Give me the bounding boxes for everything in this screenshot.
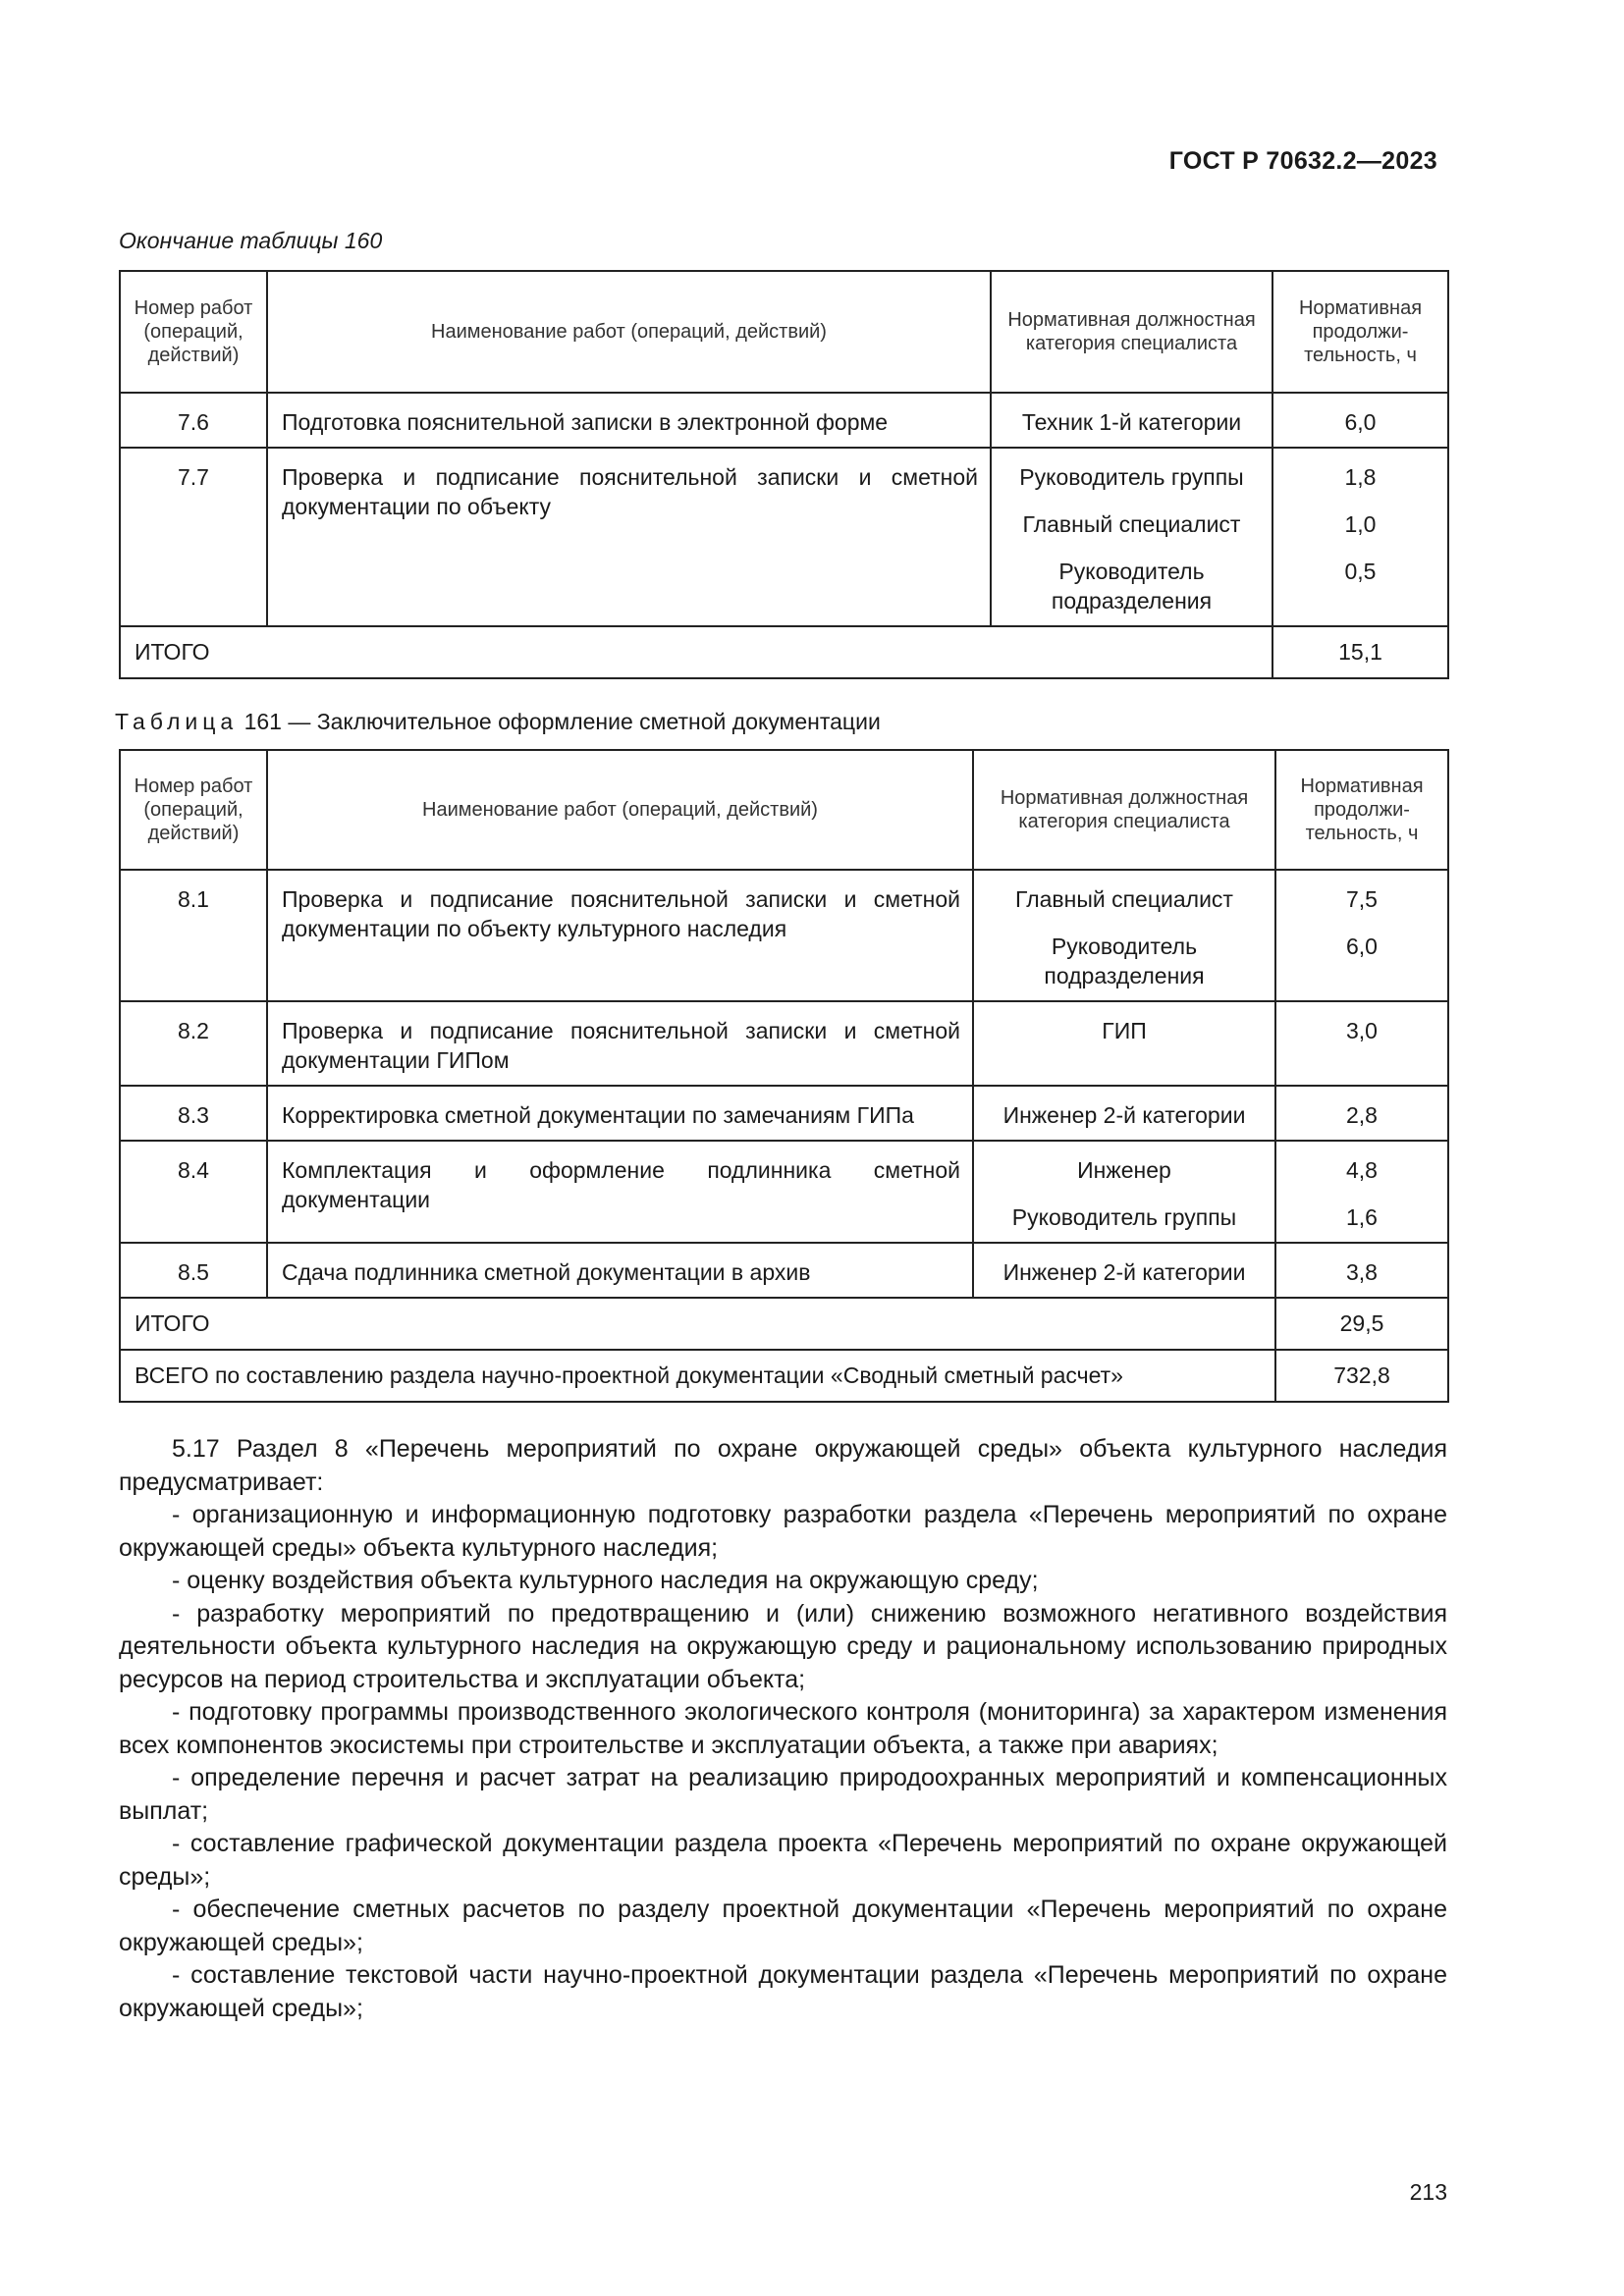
- total-row: [120, 626, 1448, 678]
- duration-value: 1,6: [1346, 1204, 1378, 1230]
- duration-cell: [1272, 393, 1448, 448]
- specialist-category: Главный специалист: [1022, 511, 1241, 537]
- table-160: [119, 270, 1449, 679]
- specialist-category: Руководитель подразделения: [1051, 559, 1213, 614]
- work-name: Проверка и подписание пояснительной записки и сметной документации по объекту культурного наследия: [267, 870, 973, 1001]
- header-duration: Нормативная продолжи-тельность, ч: [1275, 750, 1448, 870]
- category-cell: [973, 870, 1275, 1001]
- total-value: 29,5: [1275, 1298, 1448, 1350]
- table-160-caption: Окончание таблицы 160: [119, 228, 383, 253]
- table-row: [120, 1086, 1448, 1141]
- header-name: Наименование работ (операций, действий): [267, 750, 973, 870]
- list-item: - составление текстовой части научно-проектной документации раздела «Перечень мероприятий по охране окружающей среды»;: [119, 1961, 1447, 2022]
- specialist-category: Инженер 2-й категории: [1002, 1259, 1246, 1285]
- table-161: [119, 749, 1449, 1403]
- list-item: - оценку воздействия объекта культурного наследия на окружающую среду;: [172, 1567, 1039, 1594]
- work-name: Сдача подлинника сметной документации в архив: [267, 1243, 973, 1298]
- list-item: - обеспечение сметных расчетов по разделу проектной документации «Перечень мероприятий по охране окружающей среды»;: [119, 1896, 1447, 1956]
- category-cell: [991, 393, 1272, 448]
- table-161-caption: [115, 709, 881, 735]
- table-160-body: [120, 271, 1448, 678]
- table-row: [120, 1001, 1448, 1086]
- table-row: [120, 448, 1448, 626]
- duration-value: 6,0: [1344, 409, 1377, 435]
- work-number: 8.4: [120, 1141, 267, 1243]
- work-name: Проверка и подписание пояснительной записки и сметной документации по объекту: [267, 448, 991, 626]
- specialist-category: Инженер 2-й категории: [1002, 1102, 1246, 1128]
- duration-value: 1,8: [1344, 464, 1377, 490]
- total-label: ИТОГО: [120, 1298, 1275, 1350]
- work-number: 7.7: [120, 448, 267, 626]
- specialist-category: Главный специалист: [1015, 886, 1233, 912]
- specialist-category: Техник 1-й категории: [1021, 409, 1242, 435]
- total-value: 732,8: [1275, 1350, 1448, 1402]
- total-label: ВСЕГО по составлению раздела научно-проектной документации «Сводный сметный расчет»: [120, 1350, 1275, 1402]
- table-row: [120, 1141, 1448, 1243]
- header-duration: Нормативная продолжи-тельность, ч: [1272, 271, 1448, 393]
- total-row: [120, 1350, 1448, 1402]
- header-num: Номер работ (операций, действий): [120, 271, 267, 393]
- duration-cell: [1275, 1086, 1448, 1141]
- duration-cell: [1272, 448, 1448, 626]
- total-label: ИТОГО: [120, 626, 1272, 678]
- specialist-category: Руководитель группы: [1019, 464, 1244, 490]
- list-item: - организационную и информационную подготовку разработки раздела «Перечень мероприятий по охране окружающей среды» объекта культурного наследия;: [119, 1501, 1447, 1562]
- work-number: 7.6: [120, 393, 267, 448]
- category-cell: [973, 1086, 1275, 1141]
- document-code: ГОСТ Р 70632.2—2023: [1168, 147, 1437, 175]
- duration-value: 3,0: [1346, 1018, 1378, 1043]
- category-cell: [973, 1001, 1275, 1086]
- body-text: [119, 1433, 1447, 2025]
- work-number: 8.3: [120, 1086, 267, 1141]
- page-number: 213: [1409, 2179, 1447, 2205]
- table-row: [120, 870, 1448, 1001]
- duration-value: 4,8: [1346, 1157, 1378, 1183]
- work-name: Подготовка пояснительной записки в электронной форме: [267, 393, 991, 448]
- duration-value: 6,0: [1346, 934, 1378, 959]
- work-number: 8.1: [120, 870, 267, 1001]
- table-row: [120, 393, 1448, 448]
- duration-value: 3,8: [1346, 1259, 1378, 1285]
- category-cell: [973, 1141, 1275, 1243]
- work-name: Корректировка сметной документации по замечаниям ГИПа: [267, 1086, 973, 1141]
- total-row: [120, 1298, 1448, 1350]
- duration-cell: [1275, 1001, 1448, 1086]
- duration-cell: [1275, 1243, 1448, 1298]
- work-number: 8.2: [120, 1001, 267, 1086]
- work-name: Проверка и подписание пояснительной записки и сметной документации ГИПом: [267, 1001, 973, 1086]
- list-item: - подготовку программы производственного экологического контроля (мониторинга) за характером изменения всех компонентов экосистемы при строительстве и эксплуатации объекта, а также при авариях;: [119, 1698, 1447, 1759]
- specialist-category: Руководитель группы: [1011, 1204, 1237, 1230]
- table-161-caption-title: 161 — Заключительное оформление сметной документации: [244, 709, 881, 734]
- table-header-row: [120, 750, 1448, 870]
- table-row: [120, 1243, 1448, 1298]
- duration-value: 0,5: [1344, 559, 1377, 584]
- header-num: Номер работ (операций, действий): [120, 750, 267, 870]
- work-name: Комплектация и оформление подлинника сметной документации: [267, 1141, 973, 1243]
- list-item: - определение перечня и расчет затрат на реализацию природоохранных мероприятий и компенсационных выплат;: [119, 1764, 1447, 1825]
- work-number: 8.5: [120, 1243, 267, 1298]
- duration-value: 2,8: [1346, 1102, 1378, 1128]
- list-item: - составление графической документации раздела проекта «Перечень мероприятий по охране окружающей среды»;: [119, 1830, 1447, 1891]
- header-category: Нормативная должностная категория специалиста: [973, 750, 1275, 870]
- category-cell: [973, 1243, 1275, 1298]
- total-value: 15,1: [1272, 626, 1448, 678]
- header-name: Наименование работ (операций, действий): [267, 271, 991, 393]
- duration-value: 1,0: [1344, 511, 1377, 537]
- table-161-caption-word: Таблица: [115, 709, 239, 734]
- specialist-category: Инженер: [1077, 1157, 1171, 1183]
- duration-cell: [1275, 1141, 1448, 1243]
- duration-cell: [1275, 870, 1448, 1001]
- specialist-category: Руководитель подразделения: [1044, 934, 1205, 988]
- section-paragraph: 5.17 Раздел 8 «Перечень мероприятий по охране окружающей среды» объекта культурного наследия предусматривает:: [119, 1435, 1447, 1496]
- table-161-body: [120, 750, 1448, 1402]
- category-cell: [991, 448, 1272, 626]
- header-category: Нормативная должностная категория специалиста: [991, 271, 1272, 393]
- table-header-row: [120, 271, 1448, 393]
- specialist-category: ГИП: [1102, 1018, 1147, 1043]
- duration-value: 7,5: [1346, 886, 1378, 912]
- list-item: - разработку мероприятий по предотвращению и (или) снижению возможного негативного воздействия деятельности объекта культурного наследия на окружающую среду и рациональному использованию природных ресурсов на период строительства и эксплуатации объекта;: [119, 1599, 1447, 1693]
